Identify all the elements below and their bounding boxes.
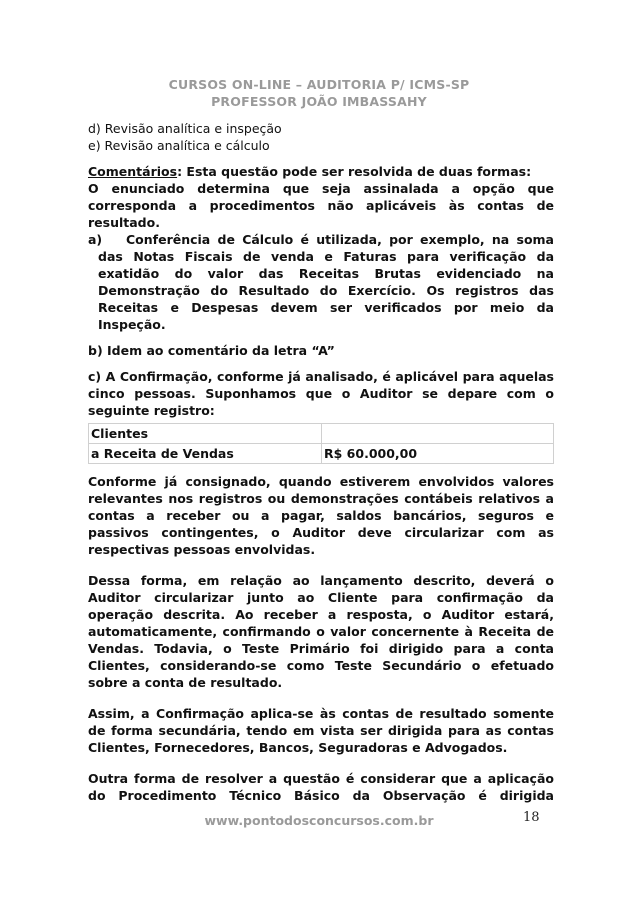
item-a-text: Conferência de Cálculo é utilizada, por exemplo, na soma das Notas Fiscais de venda e Faturas para verificação da exatidão do valor das Receitas Brutas evidenciado na Demonstração do Resultado do Exercício. Os registros das Receitas e Despesas devem ser verificados por meio da Inspeção. — [98, 232, 554, 332]
table-cell: R$ 60.000,00 — [322, 444, 554, 464]
comments-heading — [88, 163, 554, 180]
comments-intro: : Esta questão pode ser resolvida de duas formas: — [177, 164, 532, 179]
comment-item-b: b) Idem ao comentário da letra “A” — [88, 343, 335, 358]
table-row — [89, 444, 554, 464]
footer-website[interactable]: www.pontodosconcursos.com.br — [204, 813, 434, 828]
item-a-label: a) — [88, 232, 103, 247]
comments-label: Comentários — [88, 164, 178, 179]
header-course-title: CURSOS ON-LINE – AUDITORIA P/ ICMS-SP — [168, 77, 470, 92]
table-cell: Clientes — [89, 424, 322, 444]
paragraph-2: Conforme já consignado, quando estiverem envolvidos valores relevantes nos registros ou demonstrações contábeis relativos a contas a receber ou a pagar, saldos bancários, seguros e passivos contingentes, o Auditor deve circularizar com as respectivas pessoas envolvidas. — [88, 474, 554, 557]
paragraph-5: Outra forma de resolver a questão é considerar que a aplicação do Procedimento Técnico Básico da Observação é dirigida — [88, 771, 554, 803]
comment-item-c: c) A Confirmação, conforme já analisado, é aplicável para aquelas cinco pessoas. Suponhamos que o Auditor se depare com o seguinte registro: — [88, 369, 554, 418]
table-cell: a Receita de Vendas — [89, 444, 322, 464]
paragraph-3: Dessa forma, em relação ao lançamento descrito, deverá o Auditor circularizar junto ao Cliente para confirmação da operação descrita. Ao receber a resposta, o Auditor estará, automaticamente, confirmando o valor concernente à Receita de Vendas. Todavia, o Teste Primário foi dirigido para a conta Clientes, considerando-se como Teste Secundário o efetuado sobre a conta de resultado. — [88, 573, 554, 690]
page-content — [88, 120, 554, 804]
table-row — [89, 424, 554, 444]
comments-paragraph-1: O enunciado determina que seja assinalada a opção que corresponda a procedimentos não aplicáveis às contas de resultado. — [88, 181, 554, 230]
page-number: 18 — [523, 810, 540, 825]
page-header — [0, 76, 638, 110]
header-professor-name: PROFESSOR JOÃO IMBASSAHY — [211, 94, 427, 109]
option-e: e) Revisão analítica e cálculo — [88, 138, 270, 153]
option-d: d) Revisão analítica e inspeção — [88, 121, 282, 136]
record-table — [88, 423, 554, 464]
paragraph-4: Assim, a Confirmação aplica-se às contas de resultado somente de forma secundária, tendo em vista ser dirigida para as contas Clientes, Fornecedores, Bancos, Seguradoras e Advogados. — [88, 706, 554, 755]
table-cell — [322, 424, 554, 444]
